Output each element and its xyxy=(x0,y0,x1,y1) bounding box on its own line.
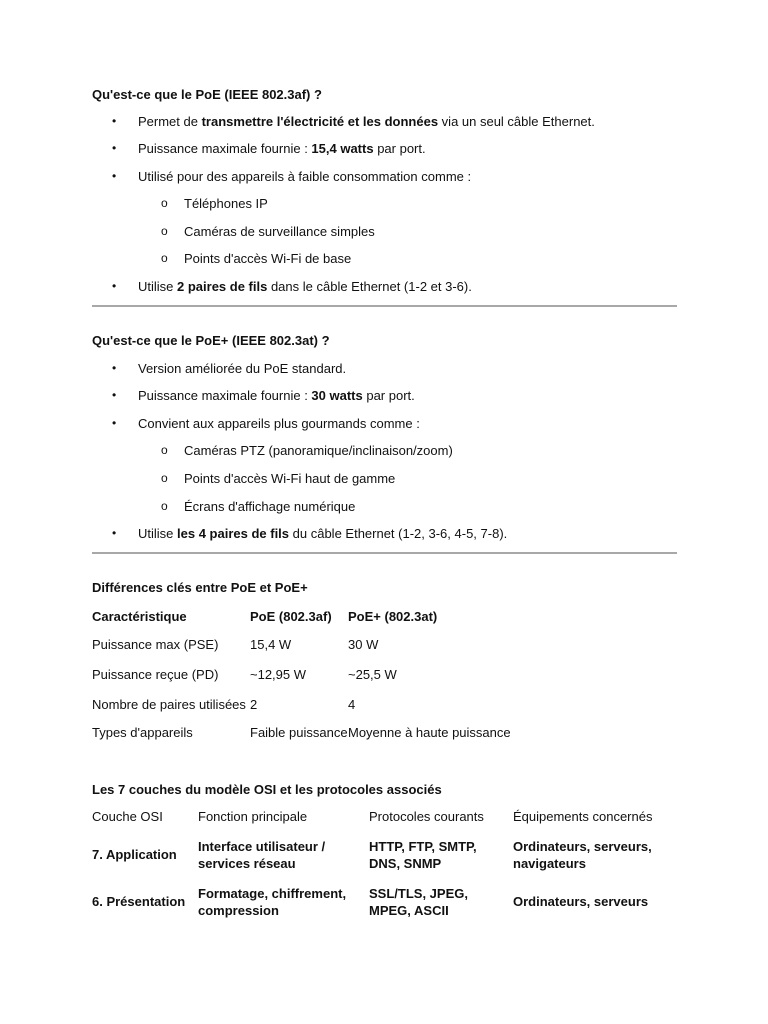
list-item: Puissance maximale fournie : 15,4 watts par port. xyxy=(138,141,426,156)
sub-bullet-icon: o xyxy=(161,251,168,265)
bullet-icon: • xyxy=(112,526,117,540)
table-header-cell: PoE+ (802.3at) xyxy=(348,609,438,624)
table-cell: Ordinateurs, serveurs xyxy=(513,894,649,909)
table-cell: 4 xyxy=(348,697,356,712)
sub-bullet-icon: o xyxy=(161,196,168,210)
table-cell: Types d'appareils xyxy=(92,725,193,740)
table-cell: Formatage, chiffrement, compression xyxy=(198,886,347,918)
section-heading-poe: Qu'est-ce que le PoE (IEEE 802.3af) ? xyxy=(92,87,322,102)
bullet-icon: • xyxy=(112,416,117,430)
table-cell: 15,4 W xyxy=(250,637,292,652)
table-header-cell: PoE (802.3af) xyxy=(250,609,332,624)
table-header-cell: Protocoles courants xyxy=(369,809,484,824)
table-cell: ~25,5 W xyxy=(348,667,397,682)
table-cell: ~12,95 W xyxy=(250,667,307,682)
list-item: Permet de transmettre l'électricité et les données via un seul câble Ethernet. xyxy=(138,114,595,129)
document-page xyxy=(92,0,677,1024)
sub-list-item: Écrans d'affichage numérique xyxy=(184,499,356,514)
list-item: Utilisé pour des appareils à faible consommation comme : xyxy=(138,169,472,184)
list-item: Puissance maximale fournie : 30 watts par port. xyxy=(138,388,415,403)
table-cell: 30 W xyxy=(348,637,379,652)
horizontal-divider xyxy=(92,305,677,307)
table-cell: Faible puissance xyxy=(250,725,348,740)
table-cell: 7. Application xyxy=(92,847,177,862)
bullet-icon: • xyxy=(112,114,117,128)
table-cell: 2 xyxy=(250,697,258,712)
sub-bullet-icon: o xyxy=(161,471,168,485)
table-cell: Nombre de paires utilisées xyxy=(92,697,246,712)
section-heading-poe-plus: Qu'est-ce que le PoE+ (IEEE 802.3at) ? xyxy=(92,333,330,348)
sub-list-item: Caméras de surveillance simples xyxy=(184,224,375,239)
list-item: Utilise les 4 paires de fils du câble Ethernet (1-2, 3-6, 4-5, 7-8). xyxy=(138,526,508,541)
sub-list-item: Téléphones IP xyxy=(184,196,268,211)
table-header-cell: Fonction principale xyxy=(198,809,308,824)
sub-list-item: Points d'accès Wi-Fi de base xyxy=(184,251,352,266)
table-cell: Ordinateurs, serveurs, navigateurs xyxy=(513,839,652,871)
bullet-icon: • xyxy=(112,141,117,155)
sub-bullet-icon: o xyxy=(161,224,168,238)
sub-list-item: Points d'accès Wi-Fi haut de gamme xyxy=(184,471,396,486)
sub-bullet-icon: o xyxy=(161,443,168,457)
table-header-cell: Équipements concernés xyxy=(513,809,653,824)
table-cell: Puissance reçue (PD) xyxy=(92,667,219,682)
horizontal-divider xyxy=(92,552,677,554)
bullet-icon: • xyxy=(112,361,117,375)
bullet-icon: • xyxy=(112,279,117,293)
table-cell: Moyenne à haute puissance xyxy=(348,725,511,740)
table-cell: Interface utilisateur / services réseau xyxy=(198,839,326,871)
bullet-icon: • xyxy=(112,388,117,402)
table-header-cell: Caractéristique xyxy=(92,609,187,624)
list-item: Convient aux appareils plus gourmands comme : xyxy=(138,416,420,431)
table-cell: 6. Présentation xyxy=(92,894,186,909)
table-header-cell: Couche OSI xyxy=(92,809,163,824)
bullet-icon: • xyxy=(112,169,117,183)
list-item: Utilise 2 paires de fils dans le câble Ethernet (1-2 et 3-6). xyxy=(138,279,472,294)
section-heading-differences: Différences clés entre PoE et PoE+ xyxy=(92,580,308,595)
sub-bullet-icon: o xyxy=(161,499,168,513)
sub-list-item: Caméras PTZ (panoramique/inclinaison/zoom) xyxy=(184,443,453,458)
table-cell: SSL/TLS, JPEG, MPEG, ASCII xyxy=(369,886,468,918)
section-heading-osi: Les 7 couches du modèle OSI et les protocoles associés xyxy=(92,782,442,797)
list-item: Version améliorée du PoE standard. xyxy=(138,361,347,376)
table-cell: Puissance max (PSE) xyxy=(92,637,219,652)
table-cell: HTTP, FTP, SMTP, DNS, SNMP xyxy=(369,839,477,871)
